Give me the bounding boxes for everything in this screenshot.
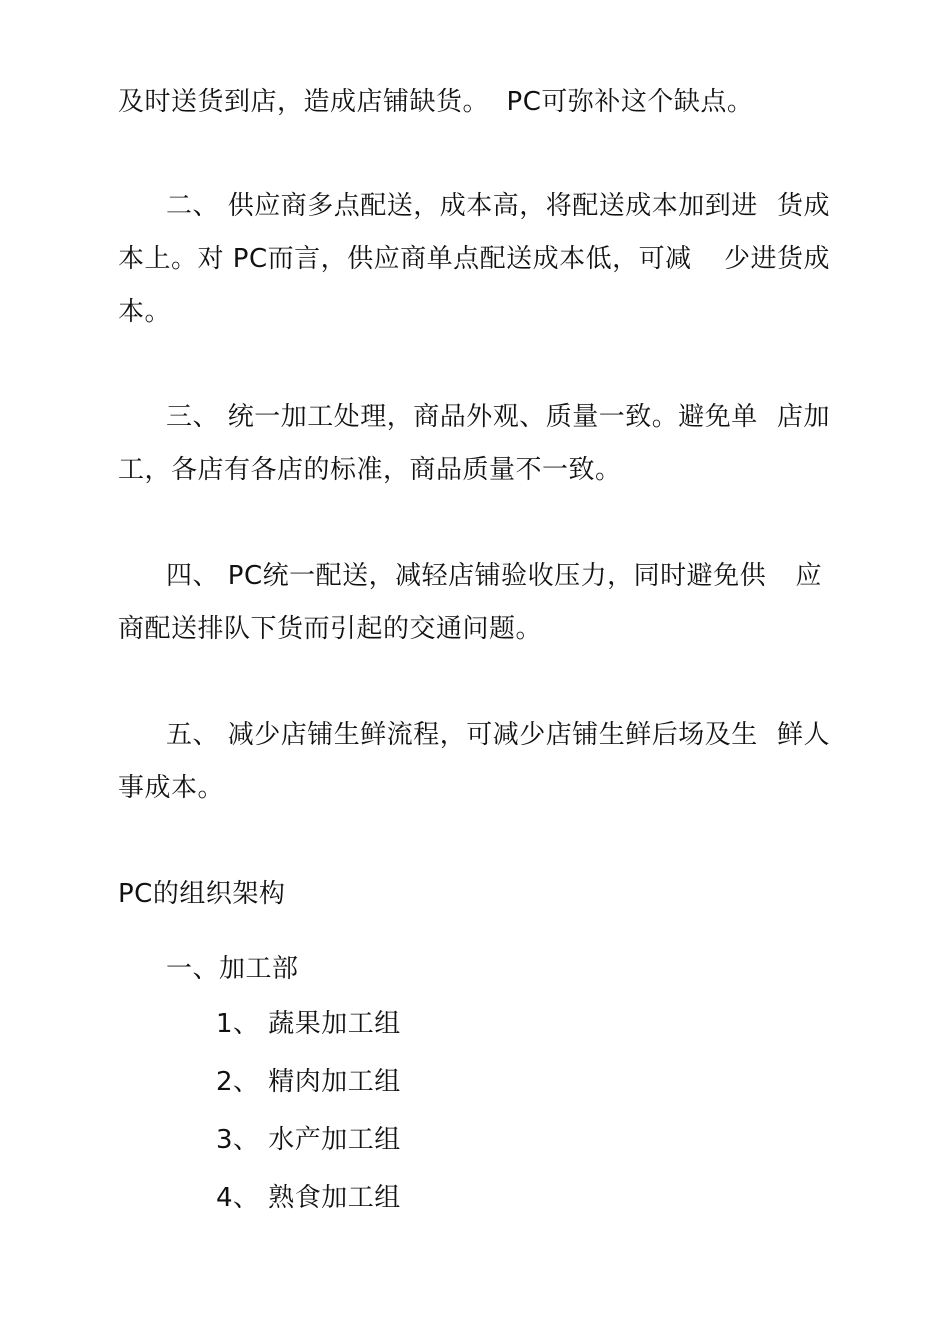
intro-line: 及时送货到店，造成店铺缺货。 PC可弥补这个缺点。 xyxy=(118,87,754,117)
item-4-line-1: 四、 PC统一配送，减轻店铺验收压力，同时避免供 xyxy=(166,561,767,591)
item-3-line-2: 工，各店有各店的标准，商品质量不一致。 xyxy=(118,455,622,485)
org-dept: 一、加工部 xyxy=(166,954,299,984)
item-3-line-1-end: 店加 xyxy=(776,402,830,432)
org-group-4: 4、 熟食加工组 xyxy=(216,1183,401,1213)
item-5-line-2: 事成本。 xyxy=(118,773,225,803)
item-3-line-1: 三、 统一加工处理，商品外观、质量一致。避免单 xyxy=(166,402,758,432)
org-group-3: 3、 水产加工组 xyxy=(216,1125,401,1155)
item-4-line-2: 商配送排队下货而引起的交通问题。 xyxy=(118,614,543,644)
item-2-line-1: 二、 供应商多点配送，成本高，将配送成本加到进 xyxy=(166,191,758,221)
org-group-1: 1、 蔬果加工组 xyxy=(216,1009,401,1039)
item-5-line-1: 五、 减少店铺生鲜流程，可减少店铺生鲜后场及生 xyxy=(166,720,758,750)
item-5-line-1-end: 鲜人 xyxy=(776,720,830,750)
org-group-2: 2、 精肉加工组 xyxy=(216,1067,401,1097)
item-4-line-1-end: 应 xyxy=(795,561,822,591)
item-2-line-3: 本。 xyxy=(118,297,172,327)
item-2-line-1-end: 货成 xyxy=(776,191,830,221)
item-2-line-2-end: 少进货成 xyxy=(723,244,830,274)
org-heading: PC的组织架构 xyxy=(118,879,286,909)
item-2-line-2: 本上。对 PC而言，供应商单点配送成本低，可减 xyxy=(118,244,692,274)
